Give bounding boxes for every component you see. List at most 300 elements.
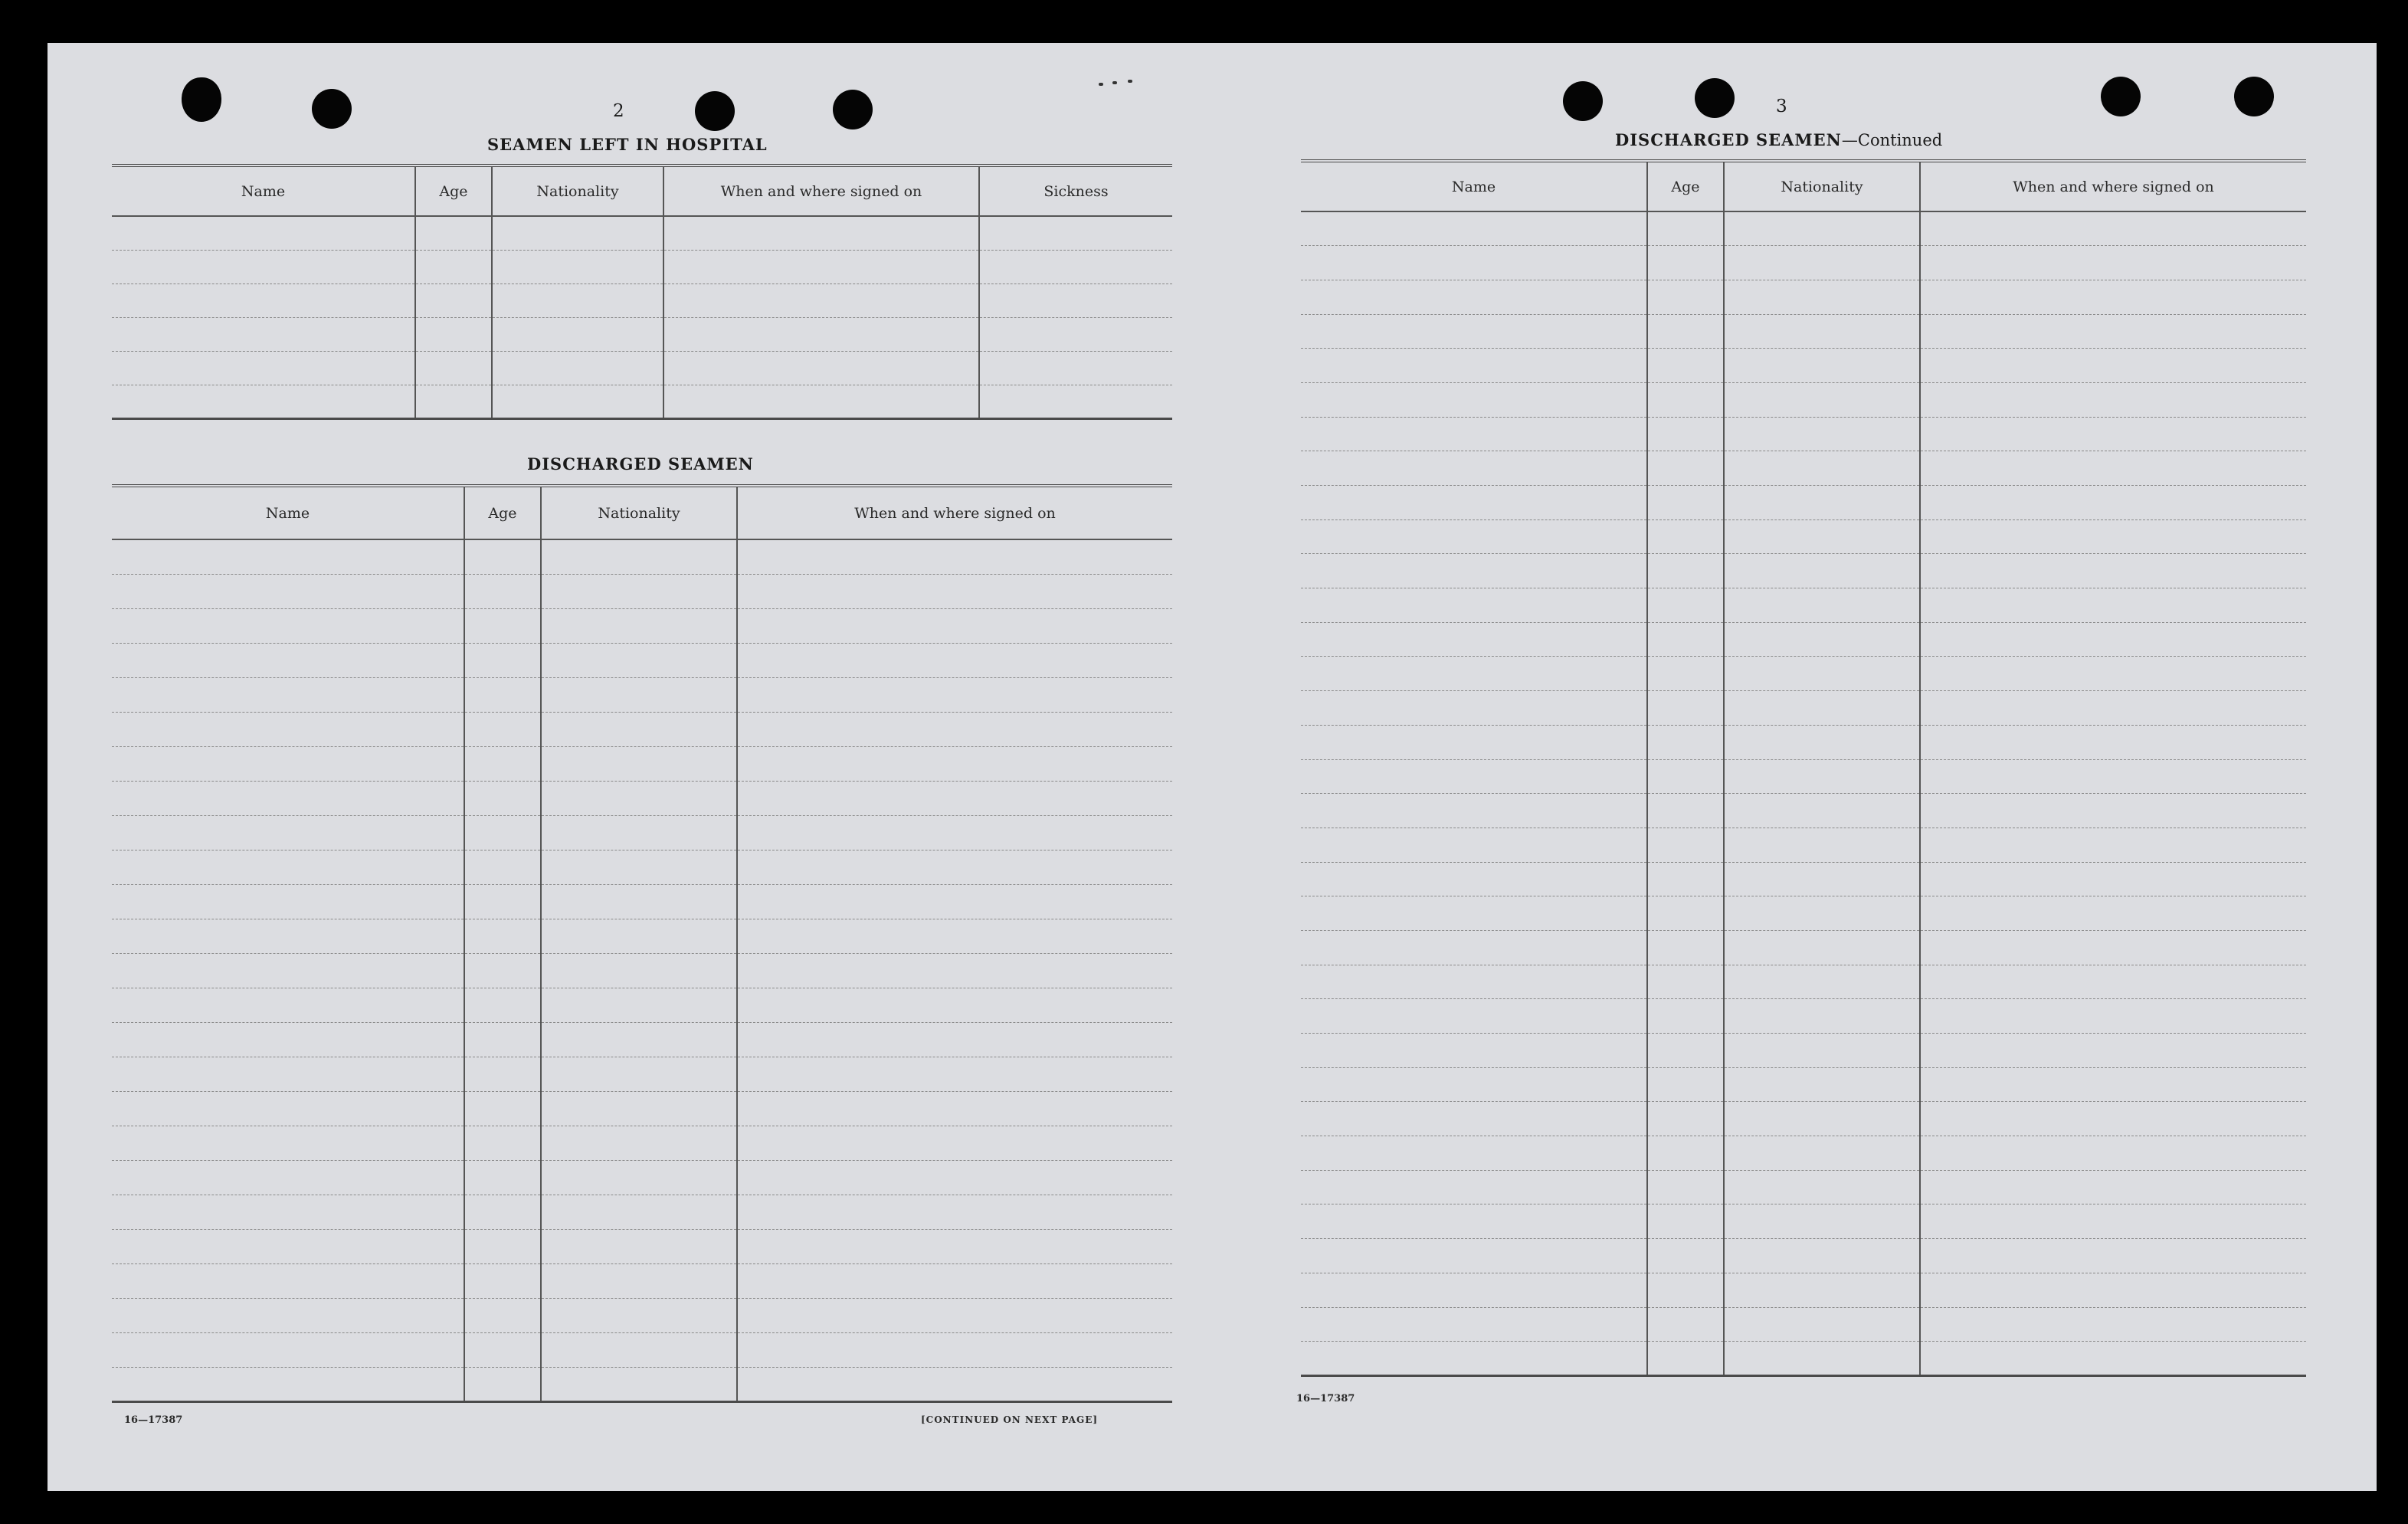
table-cell bbox=[1301, 794, 1647, 828]
table-cell bbox=[1920, 1239, 2306, 1273]
table-cell bbox=[541, 574, 737, 608]
table-cell bbox=[1920, 1136, 2306, 1171]
table-cell bbox=[1647, 828, 1724, 862]
table-cell bbox=[112, 643, 464, 677]
table-row bbox=[112, 608, 1172, 643]
table-cell bbox=[1920, 1067, 2306, 1102]
table-cell bbox=[541, 608, 737, 643]
table-cell bbox=[464, 539, 541, 574]
table-cell bbox=[112, 988, 464, 1022]
table-row bbox=[1301, 280, 2306, 314]
table-row bbox=[112, 781, 1172, 815]
table-cell bbox=[1301, 828, 1647, 862]
table-row bbox=[112, 850, 1172, 884]
table-cell bbox=[492, 385, 663, 418]
page-number: 3 bbox=[1776, 97, 1787, 116]
table-cell bbox=[1301, 588, 1647, 623]
table-cell bbox=[112, 850, 464, 884]
table-row bbox=[112, 1126, 1172, 1160]
discharged-table bbox=[112, 484, 1172, 1403]
table-row bbox=[1301, 1239, 2306, 1273]
table-cell bbox=[1724, 486, 1920, 520]
table-cell bbox=[1920, 965, 2306, 999]
table-cell bbox=[979, 216, 1172, 250]
table-cell bbox=[1724, 896, 1920, 931]
table-cell bbox=[541, 1160, 737, 1195]
table-cell bbox=[1724, 759, 1920, 794]
table-row bbox=[112, 677, 1172, 712]
table-row bbox=[1301, 1136, 2306, 1171]
ink-speck bbox=[1112, 81, 1117, 84]
table-row bbox=[112, 250, 1172, 283]
table-cell bbox=[1301, 382, 1647, 417]
column-header-nationality: Nationality bbox=[1724, 161, 1920, 211]
table-cell bbox=[112, 1195, 464, 1229]
table-cell bbox=[737, 1367, 1172, 1401]
table-cell bbox=[541, 1298, 737, 1332]
table-cell bbox=[541, 1091, 737, 1126]
table-cell bbox=[1301, 657, 1647, 691]
table-cell bbox=[1647, 451, 1724, 486]
table-row bbox=[112, 574, 1172, 608]
table-cell bbox=[1724, 519, 1920, 554]
table-cell bbox=[464, 953, 541, 988]
table-cell bbox=[541, 1195, 737, 1229]
table-row bbox=[1301, 417, 2306, 451]
table-cell bbox=[1647, 862, 1724, 896]
table-cell bbox=[112, 574, 464, 608]
table-cell bbox=[1724, 1034, 1920, 1068]
table-cell bbox=[464, 1195, 541, 1229]
table-cell bbox=[1301, 1239, 1647, 1273]
table-cell bbox=[1724, 554, 1920, 588]
table-cell bbox=[464, 1332, 541, 1367]
table-cell bbox=[1920, 1034, 2306, 1068]
table-row bbox=[112, 1298, 1172, 1332]
table-row bbox=[1301, 1102, 2306, 1136]
table-cell bbox=[112, 677, 464, 712]
punch-hole bbox=[695, 91, 735, 131]
table-cell bbox=[737, 1022, 1172, 1057]
table-row bbox=[1301, 246, 2306, 280]
table-cell bbox=[1301, 896, 1647, 931]
table-cell bbox=[737, 1160, 1172, 1195]
column-header-signed-on: When and where signed on bbox=[663, 166, 979, 216]
table-cell bbox=[112, 1057, 464, 1091]
table-row bbox=[1301, 1273, 2306, 1307]
table-cell bbox=[737, 781, 1172, 815]
table-cell bbox=[1647, 246, 1724, 280]
table-cell bbox=[737, 1298, 1172, 1332]
table-cell bbox=[1301, 554, 1647, 588]
table-cell bbox=[464, 850, 541, 884]
table-cell bbox=[737, 608, 1172, 643]
discharged-continued-table bbox=[1301, 159, 2306, 1377]
table-row bbox=[1301, 896, 2306, 931]
table-cell bbox=[541, 677, 737, 712]
table-cell bbox=[112, 250, 415, 283]
table-cell bbox=[464, 1057, 541, 1091]
table-cell bbox=[1724, 1342, 1920, 1376]
table-cell bbox=[737, 1332, 1172, 1367]
table-row bbox=[112, 385, 1172, 418]
table-cell bbox=[737, 746, 1172, 781]
table-cell bbox=[1301, 519, 1647, 554]
table-cell bbox=[1724, 1239, 1920, 1273]
table-cell bbox=[1647, 554, 1724, 588]
table-cell bbox=[1647, 314, 1724, 349]
table-cell bbox=[737, 884, 1172, 919]
ink-speck bbox=[1128, 80, 1132, 83]
section-title-discharged: DISCHARGED SEAMEN bbox=[527, 454, 754, 474]
table-cell bbox=[464, 574, 541, 608]
section-title-suffix: —Continued bbox=[1841, 131, 1943, 149]
table-cell bbox=[1301, 246, 1647, 280]
table-cell bbox=[663, 385, 979, 418]
table-cell bbox=[979, 283, 1172, 317]
table-cell bbox=[1920, 1342, 2306, 1376]
table-cell bbox=[1724, 1273, 1920, 1307]
table-row bbox=[112, 815, 1172, 850]
table-cell bbox=[492, 216, 663, 250]
page-number: 2 bbox=[613, 101, 624, 121]
table-cell bbox=[1647, 1239, 1724, 1273]
table-row bbox=[1301, 382, 2306, 417]
table-cell bbox=[1301, 1273, 1647, 1307]
table-cell bbox=[112, 1126, 464, 1160]
table-row bbox=[1301, 657, 2306, 691]
column-header-name: Name bbox=[112, 166, 415, 216]
table-cell bbox=[737, 643, 1172, 677]
table-cell bbox=[1647, 486, 1724, 520]
table-row bbox=[1301, 1307, 2306, 1342]
table-cell bbox=[1724, 725, 1920, 759]
table-cell bbox=[464, 677, 541, 712]
table-row bbox=[1301, 691, 2306, 726]
table-row bbox=[112, 953, 1172, 988]
discharged-rows bbox=[112, 539, 1172, 1401]
table-cell bbox=[737, 1229, 1172, 1263]
table-cell bbox=[112, 712, 464, 746]
table-row bbox=[112, 216, 1172, 250]
table-cell bbox=[1920, 1170, 2306, 1204]
table-cell bbox=[112, 283, 415, 317]
table-cell bbox=[1920, 314, 2306, 349]
table-row bbox=[1301, 794, 2306, 828]
punch-hole bbox=[1563, 81, 1603, 121]
table-row bbox=[112, 283, 1172, 317]
table-cell bbox=[1301, 725, 1647, 759]
table-cell bbox=[464, 988, 541, 1022]
table-cell bbox=[541, 953, 737, 988]
table-row bbox=[112, 1160, 1172, 1195]
table-cell bbox=[541, 919, 737, 953]
table-row bbox=[112, 1367, 1172, 1401]
table-cell bbox=[112, 608, 464, 643]
table-cell bbox=[464, 884, 541, 919]
table-cell bbox=[541, 643, 737, 677]
table-cell bbox=[1301, 691, 1647, 726]
table-cell bbox=[737, 677, 1172, 712]
table-cell bbox=[1920, 691, 2306, 726]
section-title-hospital: SEAMEN LEFT IN HOSPITAL bbox=[487, 135, 768, 154]
table-row bbox=[1301, 622, 2306, 657]
column-header-signed-on: When and where signed on bbox=[1920, 161, 2306, 211]
column-header-name: Name bbox=[112, 486, 464, 539]
table-row bbox=[112, 1091, 1172, 1126]
table-cell bbox=[1301, 314, 1647, 349]
table-cell bbox=[1920, 1102, 2306, 1136]
header-row bbox=[112, 486, 1172, 539]
form-code: 16—17387 bbox=[124, 1414, 183, 1426]
table-cell bbox=[1724, 691, 1920, 726]
table-cell bbox=[1724, 1067, 1920, 1102]
table-cell bbox=[541, 1057, 737, 1091]
column-header-nationality: Nationality bbox=[541, 486, 737, 539]
table-cell bbox=[737, 1057, 1172, 1091]
table-cell bbox=[1724, 349, 1920, 383]
table-cell bbox=[1647, 519, 1724, 554]
table-cell bbox=[541, 1022, 737, 1057]
table-cell bbox=[415, 250, 492, 283]
hospital-table bbox=[112, 164, 1172, 420]
column-header-age: Age bbox=[415, 166, 492, 216]
table-cell bbox=[464, 1160, 541, 1195]
table-cell bbox=[1920, 759, 2306, 794]
table-cell bbox=[1301, 759, 1647, 794]
table-cell bbox=[1920, 280, 2306, 314]
table-cell bbox=[464, 746, 541, 781]
table-cell bbox=[1724, 417, 1920, 451]
table-row bbox=[112, 1332, 1172, 1367]
table-cell bbox=[663, 351, 979, 385]
table-cell bbox=[112, 317, 415, 351]
table-cell bbox=[737, 1263, 1172, 1298]
section-title-text: DISCHARGED SEAMEN bbox=[1615, 130, 1842, 149]
table-cell bbox=[663, 283, 979, 317]
table-cell bbox=[1647, 1273, 1724, 1307]
table-cell bbox=[979, 351, 1172, 385]
table-row bbox=[112, 712, 1172, 746]
table-cell bbox=[979, 385, 1172, 418]
table-cell bbox=[1647, 1204, 1724, 1239]
punch-hole bbox=[2101, 77, 2141, 116]
table-cell bbox=[112, 815, 464, 850]
table-cell bbox=[1724, 280, 1920, 314]
table-cell bbox=[1920, 862, 2306, 896]
table-row bbox=[1301, 759, 2306, 794]
table-cell bbox=[112, 953, 464, 988]
table-row bbox=[1301, 1342, 2306, 1376]
table-cell bbox=[1920, 930, 2306, 965]
table-cell bbox=[541, 884, 737, 919]
table-cell bbox=[737, 815, 1172, 850]
table-cell bbox=[1301, 1170, 1647, 1204]
table-cell bbox=[663, 216, 979, 250]
table-cell bbox=[979, 250, 1172, 283]
table-row bbox=[1301, 1067, 2306, 1102]
table-cell bbox=[1920, 999, 2306, 1034]
table-cell bbox=[737, 1195, 1172, 1229]
table-row bbox=[1301, 1034, 2306, 1068]
table-cell bbox=[1724, 314, 1920, 349]
table-cell bbox=[1301, 1307, 1647, 1342]
table-cell bbox=[737, 712, 1172, 746]
table-cell bbox=[663, 250, 979, 283]
table-cell bbox=[1920, 622, 2306, 657]
table-cell bbox=[1920, 794, 2306, 828]
table-row bbox=[112, 643, 1172, 677]
table-cell bbox=[1647, 417, 1724, 451]
table-cell bbox=[492, 283, 663, 317]
table-cell bbox=[541, 746, 737, 781]
table-row bbox=[112, 317, 1172, 351]
table-cell bbox=[464, 1229, 541, 1263]
left-page bbox=[48, 43, 1212, 1491]
table-cell bbox=[1724, 657, 1920, 691]
table-cell bbox=[464, 1022, 541, 1057]
table-cell bbox=[112, 1332, 464, 1367]
table-cell bbox=[492, 250, 663, 283]
table-cell bbox=[541, 1263, 737, 1298]
table-cell bbox=[1724, 828, 1920, 862]
header-row bbox=[112, 166, 1172, 216]
table-cell bbox=[1920, 828, 2306, 862]
table-row bbox=[1301, 999, 2306, 1034]
table-cell bbox=[979, 317, 1172, 351]
table-cell bbox=[1724, 451, 1920, 486]
table-cell bbox=[1920, 519, 2306, 554]
table-cell bbox=[541, 1229, 737, 1263]
table-cell bbox=[1920, 382, 2306, 417]
table-cell bbox=[112, 1263, 464, 1298]
table-row bbox=[1301, 828, 2306, 862]
table-cell bbox=[112, 919, 464, 953]
table-row bbox=[1301, 965, 2306, 999]
table-cell bbox=[1301, 1342, 1647, 1376]
table-cell bbox=[492, 351, 663, 385]
table-cell bbox=[1724, 211, 1920, 246]
table-cell bbox=[1647, 211, 1724, 246]
table-cell bbox=[1647, 1307, 1724, 1342]
table-cell bbox=[1920, 246, 2306, 280]
table-cell bbox=[1920, 349, 2306, 383]
table-cell bbox=[1301, 965, 1647, 999]
table-cell bbox=[464, 1298, 541, 1332]
table-cell bbox=[1920, 417, 2306, 451]
column-header-sickness: Sickness bbox=[979, 166, 1172, 216]
table-row bbox=[1301, 519, 2306, 554]
table-row bbox=[112, 746, 1172, 781]
table-row bbox=[1301, 588, 2306, 623]
table-cell bbox=[541, 815, 737, 850]
table-cell bbox=[1647, 965, 1724, 999]
table-cell bbox=[464, 815, 541, 850]
table-cell bbox=[541, 781, 737, 815]
table-cell bbox=[1647, 1136, 1724, 1171]
table-cell bbox=[1301, 417, 1647, 451]
table-row bbox=[112, 1263, 1172, 1298]
table-cell bbox=[1647, 759, 1724, 794]
table-cell bbox=[1647, 1102, 1724, 1136]
header-row bbox=[1301, 161, 2306, 211]
table-cell bbox=[737, 988, 1172, 1022]
table-cell bbox=[464, 919, 541, 953]
table-cell bbox=[1920, 1307, 2306, 1342]
table-cell bbox=[112, 216, 415, 250]
table-row bbox=[112, 1229, 1172, 1263]
table-cell bbox=[541, 1332, 737, 1367]
table-cell bbox=[112, 746, 464, 781]
column-header-age: Age bbox=[464, 486, 541, 539]
table-cell bbox=[112, 1022, 464, 1057]
table-cell bbox=[1301, 1034, 1647, 1068]
table-cell bbox=[1647, 1034, 1724, 1068]
table-cell bbox=[1920, 588, 2306, 623]
punch-hole bbox=[182, 77, 221, 122]
table-cell bbox=[1724, 1307, 1920, 1342]
table-cell bbox=[1647, 349, 1724, 383]
table-cell bbox=[415, 385, 492, 418]
table-cell bbox=[1724, 382, 1920, 417]
table-cell bbox=[112, 385, 415, 418]
table-cell bbox=[464, 1126, 541, 1160]
table-cell bbox=[415, 216, 492, 250]
table-cell bbox=[663, 317, 979, 351]
table-row bbox=[1301, 349, 2306, 383]
table-cell bbox=[112, 1298, 464, 1332]
column-header-name: Name bbox=[1301, 161, 1647, 211]
punch-hole bbox=[1695, 78, 1735, 118]
table-cell bbox=[415, 283, 492, 317]
table-cell bbox=[1647, 1170, 1724, 1204]
table-cell bbox=[737, 953, 1172, 988]
table-cell bbox=[1301, 280, 1647, 314]
table-cell bbox=[1301, 930, 1647, 965]
table-cell bbox=[737, 850, 1172, 884]
table-cell bbox=[1724, 1136, 1920, 1171]
table-cell bbox=[1724, 794, 1920, 828]
table-cell bbox=[1920, 486, 2306, 520]
table-row bbox=[112, 351, 1172, 385]
table-cell bbox=[112, 781, 464, 815]
table-cell bbox=[1920, 554, 2306, 588]
table-cell bbox=[1647, 794, 1724, 828]
table-cell bbox=[1647, 691, 1724, 726]
table-cell bbox=[1301, 999, 1647, 1034]
table-cell bbox=[1647, 1342, 1724, 1376]
table-cell bbox=[541, 539, 737, 574]
table-row bbox=[112, 539, 1172, 574]
table-cell bbox=[1724, 930, 1920, 965]
punch-hole bbox=[833, 90, 873, 129]
table-cell bbox=[1301, 1067, 1647, 1102]
table-cell bbox=[1724, 1170, 1920, 1204]
table-row bbox=[112, 988, 1172, 1022]
punch-hole bbox=[312, 89, 352, 129]
table-cell bbox=[1724, 588, 1920, 623]
column-header-age: Age bbox=[1647, 161, 1724, 211]
right-page bbox=[1212, 43, 2377, 1491]
table-row bbox=[112, 884, 1172, 919]
table-cell bbox=[1724, 862, 1920, 896]
table-cell bbox=[464, 1263, 541, 1298]
table-cell bbox=[1920, 451, 2306, 486]
table-cell bbox=[1647, 622, 1724, 657]
table-cell bbox=[1724, 965, 1920, 999]
table-cell bbox=[541, 988, 737, 1022]
table-cell bbox=[1647, 382, 1724, 417]
